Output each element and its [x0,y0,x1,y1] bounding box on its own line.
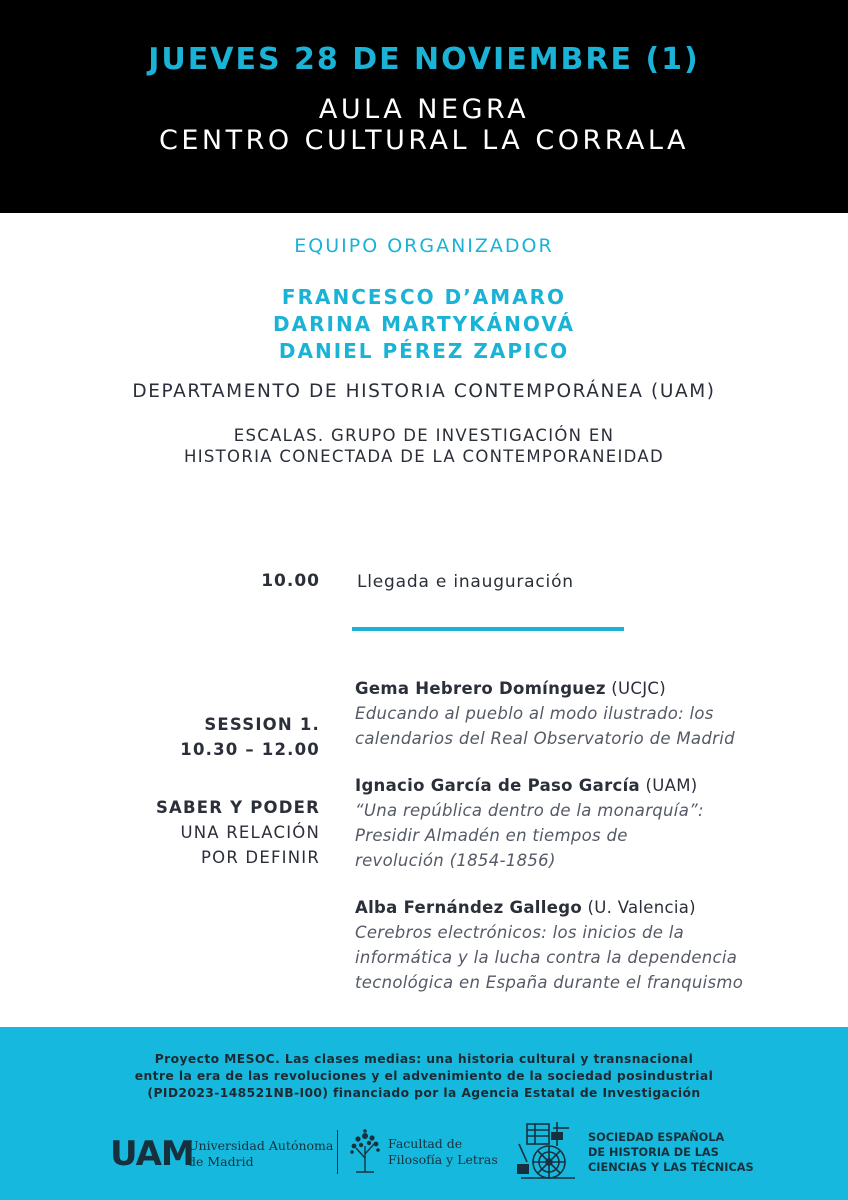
talk-title: “Una república dentro de la monarquía”: Presidir Almadén en tiempos de revolución (1854-1856) [355,801,704,870]
talk-affiliation: (U. Valencia) [581,898,696,917]
research-group-line: HISTORIA CONECTADA DE LA CONTEMPORANEIDAD [184,447,664,466]
organizer-name: FRANCESCO D’AMARO [281,285,567,309]
sponsor-logos [0,1118,848,1188]
talk-list [355,676,825,1017]
venue-center: CENTRO CULTURAL LA CORRALA [158,125,689,156]
talk-item [355,773,825,873]
talk-speaker: Gema Hebrero Domínguez [355,679,606,698]
uam-name: Universidad Autónoma de Madrid [188,1138,334,1169]
logo-separator [337,1130,338,1174]
society-logo [513,1118,754,1188]
venue-room: AULA NEGRA [318,94,530,125]
session-info [156,712,320,870]
organizers-names [0,284,848,365]
talk-affiliation: (UAM) [640,776,698,795]
talk-speaker: Alba Fernández Gallego [355,898,582,917]
session-label: SESSION 1. [204,715,320,734]
talk-item [355,895,825,995]
research-group [0,425,848,467]
opening-time: 10.00 [261,571,320,591]
talk-affiliation: (UCJC) [605,679,666,698]
organizer-name: DANIEL PÉREZ ZAPICO [278,339,570,363]
organizer-name: DARINA MARTYKÁNOVÁ [273,312,575,336]
opening-text: Llegada e inauguración [357,572,574,592]
talk-title: Cerebros electrónicos: los inicios de la informática y la lucha contra la dependencia tecnológica en España durante el franquismo [355,923,744,992]
uam-wordmark: UAM [110,1134,194,1174]
section-divider [352,627,624,631]
footer-banner [0,1027,848,1200]
talk-speaker: Ignacio García de Paso García [355,776,640,795]
tree-icon [348,1128,382,1174]
session-theme-line: SABER Y PODER [155,798,320,817]
faculty-name: Facultad de Filosofía y Letras [388,1136,498,1167]
talk-item [355,676,825,751]
header-banner [0,0,848,213]
event-date: JUEVES 28 DE NOVIEMBRE (1) [148,42,700,77]
session-theme-line: POR DEFINIR [200,848,320,867]
research-group-line: ESCALAS. GRUPO DE INVESTIGACIÓN EN [233,426,615,445]
session-time: 10.30 – 12.00 [180,740,320,759]
department-name: DEPARTAMENTO DE HISTORIA CONTEMPORÁNEA (UAM) [132,381,716,402]
project-description: Proyecto MESOC. Las clases medias: una historia cultural y transnacional entre la era de las revoluciones y el advenimiento de la sociedad posindustrial (PID2023-148521NB-I00) financiado por la Agencia Estatal de Investigación [134,1052,714,1100]
faculty-logo [348,1128,498,1178]
society-name: SOCIEDAD ESPAÑOLA DE HISTORIA DE LAS CIENCIAS Y LAS TÉCNICAS [588,1131,754,1174]
engraving-icon [513,1118,579,1184]
talk-title: Educando al pueblo al modo ilustrado: los calendarios del Real Observatorio de Madrid [355,704,735,748]
organizers-title: EQUIPO ORGANIZADOR [294,235,554,257]
session-theme-line: UNA RELACIÓN [180,823,320,842]
